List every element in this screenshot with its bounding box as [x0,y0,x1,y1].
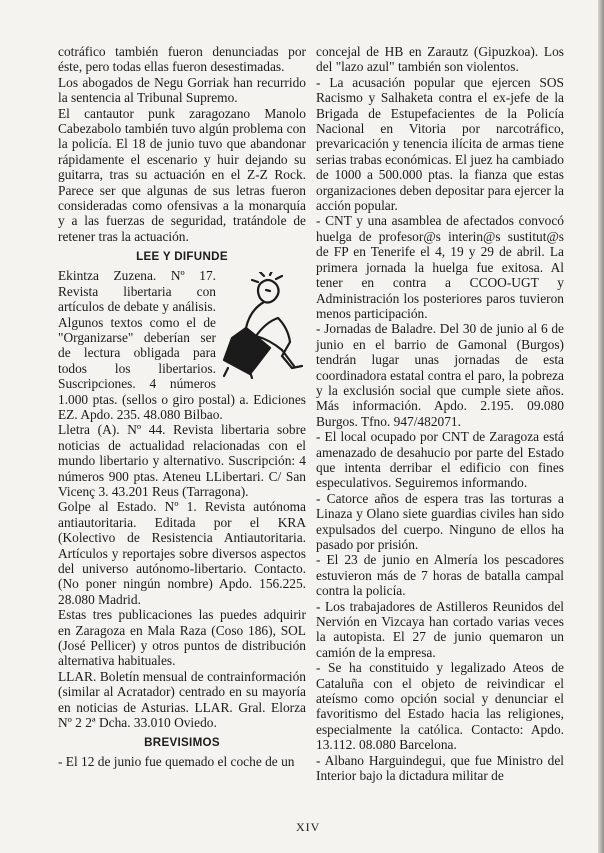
paragraph: - La acusación popular que ejercen SOS Racismo y Salhaketa contra el ex-jefe de la Brigada de Estupefacientes de la Policía Nacional en Vitoria por narcotráfico, prevaricación y tenencia ilícita de armas tiene serias trabas económicas. El juez ha cambiado de 1000 a 500.000 ptas. la fianza que estas organizaciones deben depositar para ejercer la acción popular. [316,74,564,214]
reading-figure-icon [220,272,306,380]
section-heading-brevisimos: BREVISIMOS [144,736,220,750]
ekintza-block [58,268,306,422]
paragraph: Estas tres publicaciones las puedes adquirir en Zaragoza en Mala Raza (Coso 186), SOL (José Pellicer) y otros puntos de distribución alternativa habituales. [58,607,306,669]
paragraph: Golpe al Estado. Nº 1. Revista autónoma antiautoritaria. Editada por el KRA (Kolectivo de Resistencia Antiautoritaria. Artículos y reportajes sobre diversos aspectos del universo autónomo-libertario. Contacto. (No poner ningún nombre) Apdo. 156.225. 28.080 Madrid. [58,499,306,607]
paragraph: - El 12 de junio fue quemado el coche de un [58,754,295,770]
left-column [58,44,306,770]
paragraph: - CNT y una asamblea de afectados convocó huelga de profesor@s interin@s sustitut@s de FP en Tenerife el 4, 19 y 29 de abril. La primera jornada la huelga fue exitosa. Al tener en contra a CCOO-UGT y Administración los posteriores paros tuvieron menos participación. [316,213,564,321]
section-heading-lee-y-difunde: LEE Y DIFUNDE [136,250,228,264]
paragraph: - Se ha constituido y legalizado Ateos de Cataluña con el objeto de reivindicar el ateísmo como opción social y denunciar el favoritismo del Estado hacia las religiones, especialmente la católica. Contacto: Apdo. 13.112. 08.080 Barcelona. [316,660,564,753]
paragraph: - Albano Harguindegui, que fue Ministro del Interior bajo la dictadura militar de [316,752,564,784]
paragraph: LLAR. Boletín mensual de contrainformación (similar al Acratador) centrado en su mayoría en noticias de Asturias. LLAR. Gral. Elorza Nº 2 2ª Dcha. 33.010 Oviedo. [58,668,306,731]
paragraph: - El local ocupado por CNT de Zaragoza está amenazado de desahucio por parte del Estado que intenta derribar el edificio con fines especulativos. Seguiremos informando. [316,429,564,491]
paragraph: - El 23 de junio en Almería los pescadores estuvieron más de 7 horas de batalla campal contra la policía. [316,552,564,599]
paragraph: - Los trabajadores de Astilleros Reunidos del Nervión en Vizcaya han cortado varias veces la autopista. El 27 de junio quemaron un camión de la empresa. [316,598,564,660]
page-edge-shadow [598,0,604,853]
paragraph: - Jornadas de Baladre. Del 30 de junio al 6 de junio en el barrio de Gamonal (Burgos) tendrán lugar unas jornadas de esta coordinadora estatal contra el paro, la pobreza y la exclusión social que cumple siete años. Más información. Apdo. 2.195. 09.080 Burgos. Tfno. 947/482071. [316,321,564,429]
paragraph: Los abogados de Negu Gorriak han recurrido la sentencia al Tribunal Supremo. [58,74,306,106]
paragraph: Lletra (A). Nº 44. Revista libertaria sobre noticias de actualidad relacionadas con el mundo libertario y alternativo. Suscripción: 4 números 900 ptas. Ateneu LLibertari. C/ San Vicenç 3. 43.201 Reus (Tarragona). [58,422,306,499]
paragraph: Ekintza Zuzena. Nº 17. Revista libertaria con artículos de debate y análisis. Algunos textos como el de "Organizarse" deberían ser de lectura obligada para todos los libertarios. Suscripciones. 4 números 1.000 ptas. (sellos o giro postal) a. Ediciones EZ. Apdo. 235. 48.080 Bilbao. [58,268,306,422]
paragraph: concejal de HB en Zarautz (Gipuzkoa). Los del "lazo azul" también son violentos. [316,44,564,75]
paragraph: El cantautor punk zaragozano Manolo Cabezabolo también tuvo algún problema con la policía. El 18 de junio tuvo que abandonar rápidamente el escenario y huir dejando su guitarra, tras su actuación en el Z-Z Rock. Parece ser que algunas de sus letras fueron consideradas como ofensivas a la monarquía y a las fuerzas de seguridad, tratándole de retener tras la actuación. [58,105,306,244]
right-column [316,44,564,784]
paragraph: cotráfico también fueron denunciadas por éste, pero todas ellas fueron desestimadas. [58,44,306,75]
page-number: XIV [296,820,321,834]
paragraph: - Catorce años de espera tras las torturas a Linaza y Olano siete guardias civiles han sido expulsados del cuerpo. Ninguno de ellos ha pasado por prisión. [316,490,564,552]
